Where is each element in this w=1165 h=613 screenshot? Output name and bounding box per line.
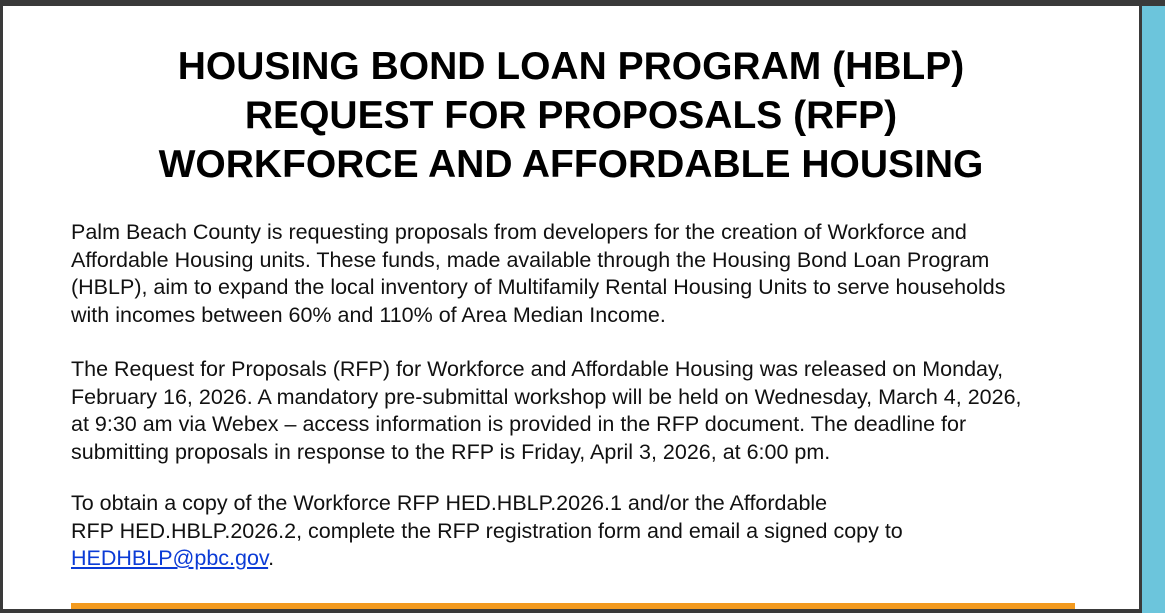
- title-line-1: HOUSING BOND LOAN PROGRAM (HBLP): [177, 45, 965, 88]
- release-line: at 9:30 am via Webex – access information is provided in the RFP document. The deadline for: [71, 412, 967, 436]
- registration-line: To obtain a copy of the Workforce RFP HED.HBLP.2026.1 and/or the Affordable: [71, 491, 828, 515]
- intro-line: with incomes between 60% and 110% of Area Median Income.: [71, 302, 666, 327]
- intro-paragraph: [71, 219, 1083, 329]
- email-line: [71, 545, 1083, 573]
- page-title: [3, 42, 1139, 189]
- intro-line: Affordable Housing units. These funds, made available through the Housing Bond Loan Program: [71, 247, 990, 272]
- intro-line: (HBLP), aim to expand the local inventory of Multifamily Rental Housing Units to serve households: [71, 275, 1006, 299]
- window-bottom-border: [0, 609, 1139, 613]
- release-line: February 16, 2026. A mandatory pre-submittal workshop will be held on Wednesday, March 4, 2026,: [71, 384, 1022, 409]
- email-trailing-period: .: [268, 546, 275, 570]
- release-line: submitting proposals in response to the RFP is Friday, April 3, 2026, at 6:00 pm.: [71, 439, 831, 464]
- release-dates-paragraph: [71, 356, 1083, 466]
- email-link[interactable]: HEDHBLP@pbc.gov: [71, 546, 269, 570]
- title-line-2: REQUEST FOR PROPOSALS (RFP): [244, 94, 898, 137]
- document-page: [3, 6, 1139, 609]
- registration-line: RFP HED.HBLP.2026.2, complete the RFP registration form and email a signed copy to: [71, 518, 903, 543]
- title-line-3: WORKFORCE AND AFFORDABLE HOUSING: [158, 143, 984, 186]
- release-line: The Request for Proposals (RFP) for Workforce and Affordable Housing was released on Monday,: [71, 357, 1004, 381]
- intro-line: Palm Beach County is requesting proposals from developers for the creation of Workforce and: [71, 220, 967, 244]
- side-panel: [1142, 6, 1165, 613]
- registration-paragraph: [71, 490, 1083, 573]
